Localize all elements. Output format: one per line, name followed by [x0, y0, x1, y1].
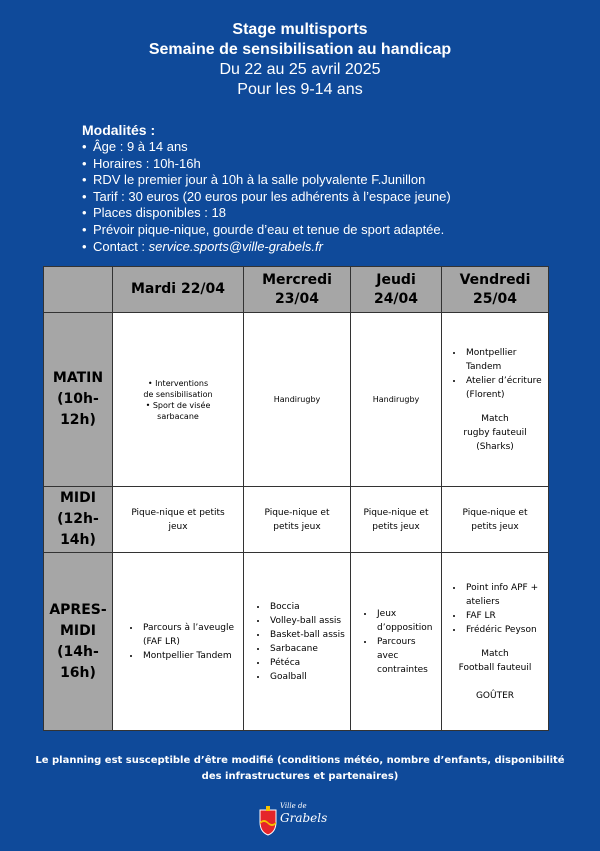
- cell-matin-mardi: • Interventions de sensibilisation • Sport de visée sarbacane: [113, 313, 244, 487]
- list-item: • Point info APF + ateliers: [464, 581, 544, 609]
- modalite-item: • Âge : 9 à 14 ans: [82, 139, 188, 154]
- list-item: • Pétéca: [268, 656, 348, 670]
- modalites-list: [82, 139, 582, 255]
- list-item: • Jeux d’opposition: [375, 607, 439, 635]
- contact-item: • Contact : service.sports@ville-grabels.fr: [82, 238, 323, 254]
- day-header-jeudi: Jeudi 24/04: [351, 267, 442, 313]
- row-label-apres-midi: APRES- MIDI (14h- 16h): [44, 553, 113, 731]
- date-line: Du 22 au 25 avril 2025: [219, 61, 381, 78]
- day-header-mercredi: Mercredi 23/04: [244, 267, 351, 313]
- modalite-item: • Places disponibles : 18: [82, 205, 226, 221]
- list-item: • Goalball: [268, 670, 348, 684]
- modalite-item: • Horaires : 10h-16h: [82, 155, 201, 171]
- title-line-1: Stage multisports: [232, 21, 368, 38]
- grabels-logo: [258, 802, 338, 838]
- list-item: • Parcours avec contraintes: [375, 635, 439, 677]
- planning-table: [43, 266, 549, 731]
- list-item: • Montpellier Tandem: [141, 649, 239, 663]
- midi-row: [44, 487, 549, 553]
- cell-apres-jeudi: [351, 553, 442, 731]
- cell-midi-jeudi: Pique-nique et petits jeux: [351, 487, 442, 553]
- list-item: • Parcours à l’aveugle (FAF LR): [141, 621, 239, 649]
- cell-midi-mardi: Pique-nique et petits jeux: [113, 487, 244, 553]
- cell-apres-mardi: [113, 553, 244, 731]
- row-label-midi: MIDI (12h- 14h): [44, 487, 113, 553]
- modalites-title: Modalités :: [82, 122, 156, 138]
- coat-of-arms-icon: [258, 806, 278, 836]
- list-item: • Basket-ball assis: [268, 628, 348, 642]
- cell-midi-mercredi: Pique-nique et petits jeux: [244, 487, 351, 553]
- modalite-item: • Tarif : 30 euros (20 euros pour les adhérents à l’espace jeune): [82, 188, 451, 204]
- cell-matin-mercredi: Handirugby: [244, 313, 351, 487]
- list-item: • Atelier d’écriture (Florent): [464, 374, 544, 402]
- cell-apres-vendredi: • Point info APF + ateliers • FAF LR • Frédéric Peyson Match Football fauteuil GOÛTER: [442, 553, 549, 731]
- modalite-item: • Prévoir pique-nique, gourde d’eau et tenue de sport adaptée.: [82, 221, 445, 237]
- modalites-section: [82, 122, 582, 255]
- cell-midi-vendredi: Pique-nique et petits jeux: [442, 487, 549, 553]
- title-line-2: Semaine de sensibilisation au handicap: [148, 41, 452, 58]
- corner-cell: [44, 267, 113, 313]
- age-line: Pour les 9-14 ans: [237, 81, 363, 98]
- modalite-item: • RDV le premier jour à 10h à la salle polyvalente F.Junillon: [82, 172, 426, 188]
- logo-town-text: Grabels: [280, 811, 328, 825]
- list-item: • Montpellier Tandem: [464, 346, 544, 374]
- footer-line-1: Le planning est susceptible d’être modifié (conditions météo, nombre d’enfants, disponibilité: [35, 755, 565, 766]
- matin-row: [44, 313, 549, 487]
- row-label-matin: MATIN (10h- 12h): [44, 313, 113, 487]
- day-header-vendredi: Vendredi 25/04: [442, 267, 549, 313]
- list-item: • Sarbacane: [268, 642, 348, 656]
- day-header-mardi: Mardi 22/04: [113, 267, 244, 313]
- footer-line-2: des infrastructures et partenaires): [201, 771, 399, 782]
- apres-midi-row: [44, 553, 549, 731]
- list-item: • Boccia: [268, 600, 348, 614]
- cell-apres-mercredi: [244, 553, 351, 731]
- footer-note: [0, 753, 600, 785]
- cell-matin-jeudi: Handirugby: [351, 313, 442, 487]
- cell-matin-vendredi: • Montpellier Tandem • Atelier d’écriture (Florent) Match rugby fauteuil (Sharks): [442, 313, 549, 487]
- header: [0, 0, 600, 100]
- list-item: • Frédéric Peyson: [464, 623, 544, 637]
- list-item: • Volley-ball assis: [268, 614, 348, 628]
- logo-ville-text: Ville de: [280, 802, 307, 810]
- days-header-row: [44, 267, 549, 313]
- list-item: • FAF LR: [464, 609, 544, 623]
- contact-email-link[interactable]: service.sports@ville-grabels.fr: [148, 238, 323, 254]
